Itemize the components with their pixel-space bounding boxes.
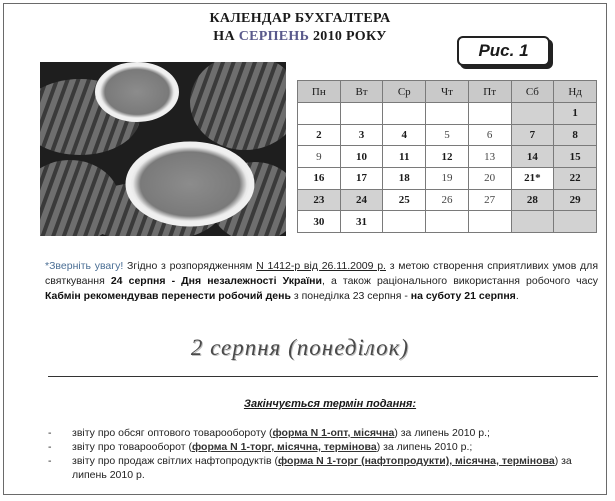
calendar-day: 31 xyxy=(340,211,383,233)
form-reference: форма N 1-торг (нафтопродукти), місячна, термінова xyxy=(277,455,555,467)
calendar-day: 8 xyxy=(554,124,597,146)
attention-label: *Зверніть увагу! xyxy=(45,260,124,272)
cabinet-recommendation: Кабмін рекомендував перенести робочий день xyxy=(45,290,291,302)
calendar-day: 1 xyxy=(554,103,597,125)
calendar-day: 25 xyxy=(383,189,426,211)
title-month: СЕРПЕНЬ xyxy=(238,29,310,44)
calendar-day xyxy=(468,103,511,125)
note-text: Згідно з розпорядженням xyxy=(123,260,257,272)
order-reference: N 1412-р від 26.11.2009 р. xyxy=(256,260,386,272)
calendar-day xyxy=(426,103,469,125)
figure-label: Рис. 1 xyxy=(457,36,550,66)
calendar-day: 3 xyxy=(340,124,383,146)
calendar-day: 2 xyxy=(298,124,341,146)
calendar-day: 7 xyxy=(511,124,554,146)
calendar-day: 23 xyxy=(298,189,341,211)
weekday-header: Пт xyxy=(468,81,511,103)
title-prefix: НА xyxy=(213,29,239,44)
weekday-header: Сб xyxy=(511,81,554,103)
saturday-transfer: на суботу 21 серпня xyxy=(410,290,516,302)
calendar-day: 15 xyxy=(554,146,597,168)
item-text: ) за липень 2010 р.; xyxy=(394,427,490,439)
holiday-name: 24 серпня - Дня незалежності України xyxy=(110,275,322,287)
watermelon-photo xyxy=(40,62,286,236)
calendar-table xyxy=(297,80,597,233)
calendar-day: 21* xyxy=(511,167,554,189)
title-line-1: КАЛЕНДАР БУХГАЛТЕРА xyxy=(209,11,391,26)
deadline-heading: Закінчується термін подання: xyxy=(243,398,417,410)
list-item xyxy=(48,426,600,440)
attention-note xyxy=(45,259,598,304)
dash-bullet: - xyxy=(48,427,52,439)
title-line-2 xyxy=(185,28,415,46)
weekday-header: Пн xyxy=(298,81,341,103)
calendar-day: 27 xyxy=(468,189,511,211)
calendar-day: 14 xyxy=(511,146,554,168)
calendar-week-row xyxy=(298,103,597,125)
calendar-day: 4 xyxy=(383,124,426,146)
calendar-day xyxy=(468,211,511,233)
title-suffix: 2010 РОКУ xyxy=(309,29,387,44)
calendar-day xyxy=(426,211,469,233)
note-text: . xyxy=(515,290,519,302)
calendar-day: 22 xyxy=(554,167,597,189)
calendar-day: 26 xyxy=(426,189,469,211)
divider xyxy=(48,376,598,377)
report-list xyxy=(48,426,600,482)
form-reference: форма N 1-торг, місячна, термінова xyxy=(191,441,377,453)
weekday-header: Ср xyxy=(383,81,426,103)
calendar-day xyxy=(511,211,554,233)
weekday-header: Вт xyxy=(340,81,383,103)
date-heading: 2 серпня (понеділок) xyxy=(190,335,410,360)
calendar-day xyxy=(340,103,383,125)
calendar-day: 19 xyxy=(426,167,469,189)
note-text: з понеділка 23 серпня - xyxy=(290,290,411,302)
calendar-day: 13 xyxy=(468,146,511,168)
calendar-week-row xyxy=(298,167,597,189)
form-reference: форма N 1-опт, місячна xyxy=(272,427,395,439)
calendar-day: 10 xyxy=(340,146,383,168)
calendar-day: 29 xyxy=(554,189,597,211)
calendar-day: 24 xyxy=(340,189,383,211)
item-text: звіту про товарооборот ( xyxy=(72,441,192,453)
calendar-day: 28 xyxy=(511,189,554,211)
calendar-week-row xyxy=(298,211,597,233)
calendar-day xyxy=(383,103,426,125)
calendar-day: 17 xyxy=(340,167,383,189)
item-text: звіту про продаж світлих нафтопродуктів ( xyxy=(72,455,278,467)
calendar-day: 20 xyxy=(468,167,511,189)
page-title xyxy=(185,10,415,46)
calendar-day: 30 xyxy=(298,211,341,233)
dash-bullet: - xyxy=(48,441,52,453)
calendar-header-row xyxy=(298,81,597,103)
calendar-day: 12 xyxy=(426,146,469,168)
calendar-week-row xyxy=(298,189,597,211)
note-text: з метою створення сприятливих умов для святкування xyxy=(45,260,598,287)
calendar-day: 11 xyxy=(383,146,426,168)
calendar-day xyxy=(511,103,554,125)
calendar-week-row xyxy=(298,146,597,168)
calendar-day: 18 xyxy=(383,167,426,189)
calendar-day xyxy=(298,103,341,125)
item-text: ) за липень 2010 р.; xyxy=(376,441,473,453)
item-text: ) за липень 2010 р. xyxy=(72,455,572,481)
calendar-day xyxy=(383,211,426,233)
note-text: , а також раціонального використання робочого часу xyxy=(321,275,598,287)
calendar-week-row xyxy=(298,124,597,146)
calendar-day xyxy=(554,211,597,233)
weekday-header: Чт xyxy=(426,81,469,103)
calendar-day: 5 xyxy=(426,124,469,146)
calendar-day: 6 xyxy=(468,124,511,146)
list-item xyxy=(48,454,600,482)
calendar-day: 16 xyxy=(298,167,341,189)
dash-bullet: - xyxy=(48,455,52,467)
calendar-day: 9 xyxy=(298,146,341,168)
item-text: звіту про обсяг оптового товарообороту ( xyxy=(72,427,273,439)
list-item xyxy=(48,440,600,454)
weekday-header: Нд xyxy=(554,81,597,103)
